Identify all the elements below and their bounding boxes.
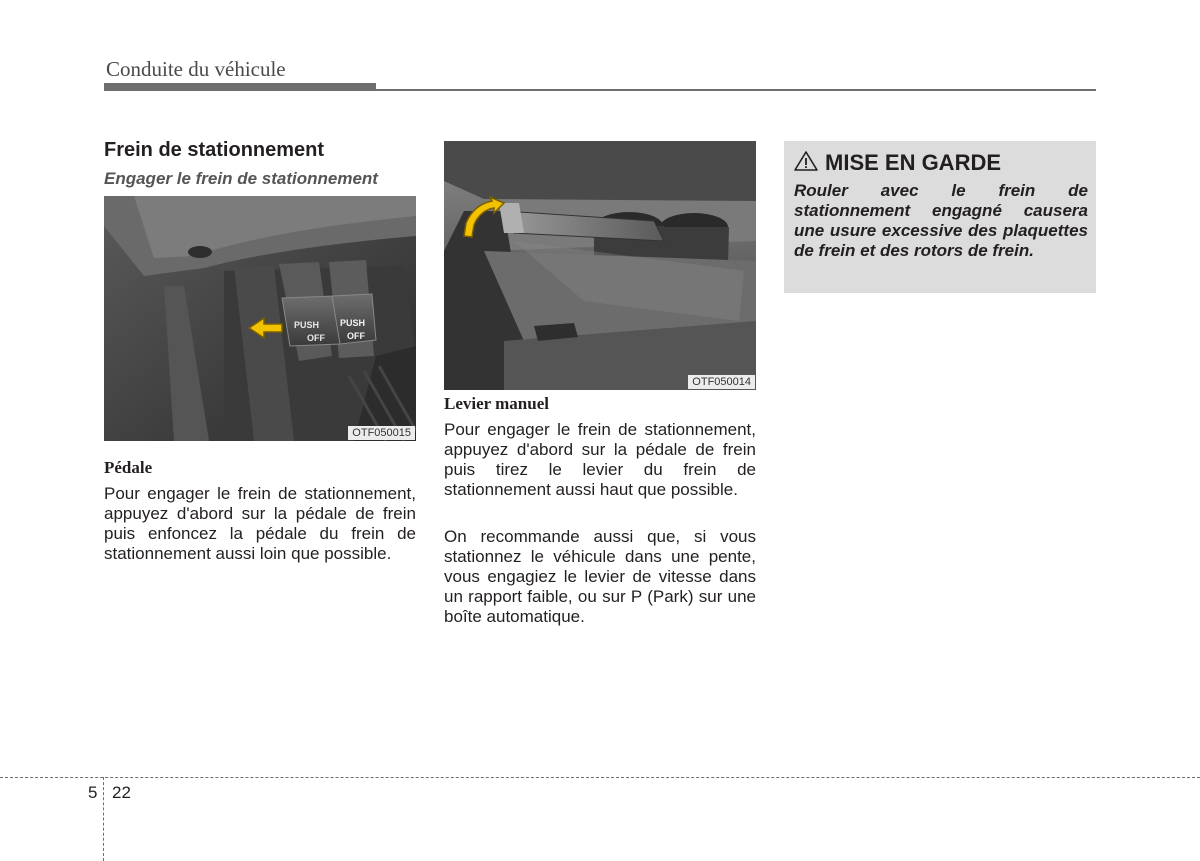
- parking-brake-heading: Frein de stationnement: [104, 139, 325, 161]
- warning-title-text: MISE EN GARDE: [825, 150, 1002, 175]
- switch-label-off-2: OFF: [347, 331, 365, 341]
- footer-divider: [103, 777, 104, 861]
- chapter-number: 5: [88, 783, 98, 802]
- switch-label-push-1: PUSH: [294, 320, 320, 330]
- warning-text: Rouler avec le frein de stationnement engagné causera une usure excessive des plaquettes de frein et des rotors de frein.: [794, 181, 1088, 260]
- lever-text-1: Pour engager le frein de stationnement, appuyez d'abord sur la pédale de frein puis tirez le levier du frein de stationnement aussi haut que possible.: [444, 420, 756, 499]
- lever-heading: Levier manuel: [444, 394, 549, 413]
- footer-rule: [0, 777, 1200, 778]
- pedal-figure: [104, 196, 416, 441]
- lever-figure: [444, 141, 756, 390]
- figure-code: OTF050014: [688, 375, 755, 389]
- warning-icon: [793, 150, 819, 172]
- switch-label-off-1: OFF: [307, 333, 325, 343]
- engage-brake-subheading: Engager le frein de stationnement: [104, 169, 378, 188]
- figure-code: OTF050015: [348, 426, 415, 440]
- switch-label-push-2: PUSH: [340, 318, 366, 328]
- pedal-heading: Pédale: [104, 458, 153, 477]
- warning-title: [793, 150, 1001, 176]
- page-number: 22: [112, 783, 131, 802]
- pedal-text: Pour engager le frein de stationnement, appuyez d'abord sur la pédale de frein puis enfoncez la pédale du frein de stationnement aussi loin que possible.: [104, 484, 416, 563]
- header-rule-thin: [376, 89, 1096, 91]
- section-title: Conduite du véhicule: [106, 57, 286, 81]
- header-rule-thick: [104, 83, 376, 91]
- lever-text-2: On recommande aussi que, si vous stationnez le véhicule dans une pente, vous engagiez le levier de vitesse dans un rapport faible, ou sur P (Park) sur une boîte automatique.: [444, 527, 756, 626]
